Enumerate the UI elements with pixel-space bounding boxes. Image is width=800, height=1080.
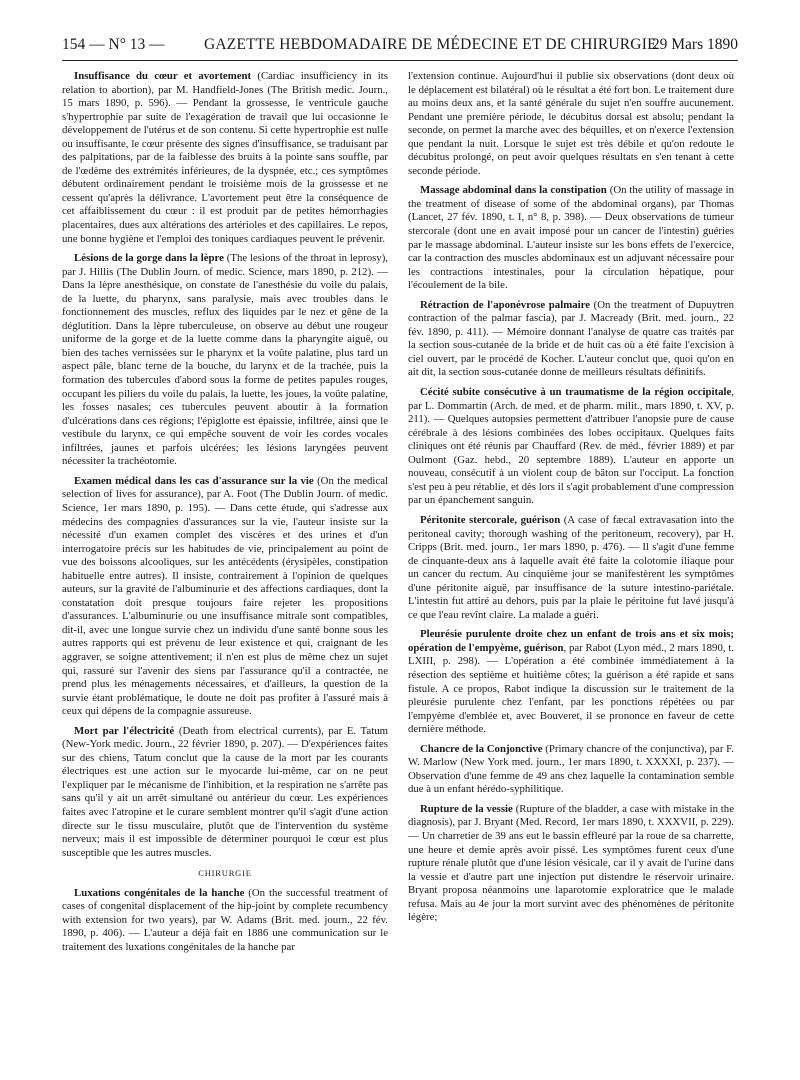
article-title: Péritonite stercorale, guérison	[420, 513, 561, 526]
left-column	[62, 70, 388, 1070]
article	[408, 743, 734, 797]
article-body: (Primary chancre of the conjunctiva), par F. W. Marlow (New York med. journ., 1er mars 1890, t. XXXXI, p. 237). — Observation d'une femme de 49 ans chez laquelle la contamination semble due à un enfant hérédo-syphilitique.	[408, 742, 734, 796]
article-body: (The lesions of the throat in leprosy), par J. Hillis (The Dublin Journ. of medic. Science, mars 1890, p. 212). — Dans la lèpre anesthésique, on constate de l'anesthésie du voile du palais, de la luette, du pharynx, sans paralysie, mais avec troubles dans le fonctionnement des muscles, reflux des liquides par le nez et gêne de la déglutition. Dans la lèpre tuberculeuse, on observe au début une rougeur uniforme de la gorge et de la luette comme dans la pharyngite aiguë, ou bien des taches vernissées sur le pharynx et la voûte palatine, plus tard un aspect pâle, blanc terne de la bouche, du larynx et de la trachée, puis la formation des tubercules d'abord sous la forme de petites papules rouges, occupant les piliers du voile du palais, la luette, les joues, la voûte palatine, les fosses nasales; ces tubercules peuvent aboutir à la formation d'ulcérations dans ces régions; l'épiglotte est épaissie, infiltrée, ainsi que le vestibule du larynx, ce qui empêche souvent de voir les cordes vocales infiltrées, jaunes et parfois ulcérées; les lésions laryngées peuvent nécessiter la trachéotomie.	[62, 252, 388, 468]
article	[408, 184, 734, 292]
article-title: Cécité subite consécutive à un traumatisme de la région occipitale	[420, 386, 732, 399]
article	[408, 803, 734, 925]
header-rule	[62, 60, 738, 61]
article-body: (On the utility of massage in the treatment of disease of some of the abdominal organs), par Thomas (Lancet, 27 fév. 1890, t. I, n° 8, p. 398). — Deux observations de tumeur stercorale (dont une en avait imposé pour un cancer de l'intestin) guéries par le massage abdominal. L'auteur insiste sur les bons effets de l'exercice, car la contraction des muscles abdominaux est un adjuvant nécessaire pour les contractions intestinales, pour la circulation hépatique, pour l'écoulement de la bile.	[408, 184, 734, 292]
article	[408, 386, 734, 508]
article	[62, 252, 388, 469]
article	[62, 70, 388, 246]
article-title: Massage abdominal dans la constipation	[420, 184, 607, 197]
article-body: (Death from electrical currents), par E. Tatum (New-York medic. Journ., 22 février 1890, p. 207). — D'expériences faites sur des chiens, Tatum conclut que la cause de la mort par les courants électriques est une action sur le myocarde lui-même, car on ne peut l'expliquer par le mécanisme de l'inhibition, et la respiration ne s'arrête pas sans qu'il y ait un arrêt simultané ou antérieur du cœur. Les expériences faites avec l'atropine et le curare semblent montrer qu'il s'agit d'une action directe sur le tissu musculaire, plutôt que de l'intervention du système nerveux; mais il est impossible de déterminer pourquoi le cœur est plus susceptible que les autres muscles.	[62, 724, 388, 859]
section-heading: CHIRURGIE	[198, 868, 252, 879]
article-title: Rupture de la vessie	[420, 802, 513, 815]
article-title: Pleurésie purulente droite chez un enfant de trois ans et six mois; opération de l'empyème, guérison	[408, 628, 734, 654]
article	[62, 887, 388, 955]
article-title: Mort par l'électricité	[74, 724, 175, 737]
article-body: (A case of fæcal extravasation into the peritoneal cavity; thorough washing of the peritoneum, recovery), par H. Cripps (Brit. med. journ., 1er mars 1890, p. 476). — Il s'agit d'une femme de cinquante-deux ans à laquelle avait été faite la colotomie iliaque pour un cancer du rectum. Au cinquième jour se manifestèrent les symptômes d'une péritonite aiguë, par insuffisance de la suture intestino-pariétale. L'intestin fut attiré au dehors, puis par la plaie le péritoine fut lavé jusqu'à ce que l'eau revînt claire. La malade a guéri.	[408, 513, 734, 621]
article-body: , par Rabot (Lyon méd., 2 mars 1890, t. LXIII, p. 298). — L'opération a été combinée immédiatement à la résection des septième et huitième côtes; la guérison a été rapide et sans fistule. A ce propos, Rabot indique la discussion sur le traitement de la pleurésie purulente chez l'enfant, par les ponctions répétées ou par l'empyème d'emblée et, avec Bouveret, il se prononce en faveur de cette dernière méthode.	[408, 641, 734, 736]
article-body: (On the treatment of Dupuytren contraction of the palmar fascia), par J. Macready (Brit. med. journ., 22 fév. 1890, p. 411). — Mémoire donnant l'analyse de quatre cas traités par la section sous-cutanée de la bride et de huit cas où a été faite l'excision à ciel ouvert, par le procédé de Kocher. L'auteur conclut que, quoi qu'on en ait dit, la section sous-cutanée donne de meilleurs résultats définitifs.	[408, 298, 734, 379]
article-title: Lésions de la gorge dans la lèpre	[74, 252, 224, 265]
article-body: (Cardiac insufficiency in its relation to abortion), par M. Handfield-Jones (The British medic. Journ., 15 mars 1890, p. 596). — Pendant la grossesse, le ventricule gauche s'hypertrophie par suite de l'exagération de travail que lui occasionne le développement de l'utérus et de son contenu. Si cette hypertrophie est nulle ou insuffisante, le cœur présente des signes d'insuffisance, se traduisant par des palpitations, par de la faiblesse des bruits à la pointe sans souffle, par de l'œdème des extrémités inférieures, de la dyspnée, etc.; ces symptômes débutent ordinairement pendant le troisième mois de la grossesse et ne cessent qu'après la délivrance. L'avortement peut être la conséquence de cet affaiblissement du cœur : il est produit par de petites hémorrhagies placentaires, dues aux altérations des artérioles et des capillaires. Le repos, une bonne hygiène et l'emploi des toniques cardiaques peuvent le prévenir.	[62, 70, 388, 245]
article-title: Chancre de la Conjonctive	[420, 742, 543, 755]
article	[62, 475, 388, 719]
article-continuation	[408, 70, 734, 178]
article	[408, 628, 734, 736]
issue-date: 29 Mars 1890	[651, 36, 738, 53]
article-body: (On the medical selection of lives for assurance), par A. Foot (The Dublin Journ. of medic. Science, 1er mars 1890, p. 195). — Dans cette étude, qui s'adresse aux médecins des compagnies d'assurances sur la vie, l'auteur insiste sur la nécessité d'un examen complet des viscères et des urines et d'un interrogatoire précis sur les habitudes de vie, principalement au point de vue des boissons alcooliques, sur les antécédents (érysipèles, constipation habituelle entre autres). Il insiste, contrairement à l'opinion de quelques auteurs, sur la gravité de l'albuminurie et des affections cardiaques, dont la constatation doit presque toujours faire rejeter les propositions d'assurances. L'albuminurie ou une insuffisance mitrale sont compatibles, dit-il, avec une longue survie chez un individu d'une santé bonne sous les autres rapports qui est prévenu de leur existence et qui, craignant de les aggraver, se soigne attentivement; il n'en est plus de même chez un sujet qui, rassuré sur l'avenir des siens par l'assurance qu'il a contractée, ne prend plus les ménagements nécessaires, et d'ailleurs, la question de la survie étant problématique, le doute ne doit pas profiter à l'assuré mais à ceux qui dépens de la compagnie assureuse.	[62, 474, 388, 718]
article-title: Insuffisance du cœur et avortement	[74, 70, 252, 82]
right-column	[408, 70, 734, 1070]
article	[62, 725, 388, 860]
article-body: , par L. Dommartin (Arch. de med. et de pharm. milit., mars 1890, t. XV, p. 211). — Quelques autopsies permettent d'attribuer l'anopsie pure de cause cérébrale à des lésions combinées des lobes occipitaux. Quelques faits cliniques ont été réunis par Chauffard (Rev. de méd., février 1889) et par Oulmont (Gaz. hebd., 20 septembre 1889). L'auteur en apporte un nouveau, consécutif à un violent coup de bâton sur l'occiput. La fonction s'est peu à peu rétablie, et dès lors il s'agit probablement d'une compression par un épanchement sanguin.	[408, 386, 734, 507]
article-title: Examen médical dans les cas d'assurance sur la vie	[74, 474, 314, 487]
article	[408, 299, 734, 380]
article-title: Rétraction de l'aponévrose palmaire	[420, 298, 590, 311]
journal-title: GAZETTE HEBDOMADAIRE DE MÉDECINE ET DE CHIRURGIE	[204, 36, 657, 53]
page-number: 154 — N° 13 —	[62, 36, 165, 53]
article-body: (Rupture of the bladder, a case with mistake in the diagnosis), par J. Bryant (Med. Record, 1er mars 1890, t. XXXVII, p. 229). — Un charretier de 39 ans eut le bassin effleuré par la roue de sa charrette, une heure et demie après avoir pissé. Les symptômes furent ceux d'une rupture rénale plutôt que d'une lésion vésicale, car il y avait de l'urine dans la vessie et d'autre part une injection put distendre le réservoir urinaire. Bryant proposa néanmoins une laparotomie exploratrice que le malade refusa. Mais au 4e jour la mort survint avec des phénomènes de péritonite légère;	[408, 802, 734, 924]
article-body: l'extension continue. Aujourd'hui il publie six observations (dont deux où le déplacement est bilatéral) où le résultat a été fort bon. Le traitement dure au moins deux ans, et la santé générale du sujet n'en souffre aucunement. Pendant une première période, le décubitus dorsal est absolu; pendant la seconde, on permet la marche avec des béquilles, et on n'exerce l'extension que pendant la nuit. Lorsque le sujet est très débile et qu'on redoute le décubitus prolongé, on peut avoir quelques résultats en s'en tenant à cette seconde période.	[408, 70, 734, 177]
article	[408, 514, 734, 622]
page-header	[62, 36, 738, 58]
article-body: (On the successful treatment of cases of congenital displacement of the hip-joint by complete recumbency with extension for two years), par W. Adams (Brit. med. journ., 22 fév. 1890, p. 406). — L'auteur a déjà fait en 1886 une communication sur le traitement des luxations congénitales de la hanche par	[62, 886, 388, 953]
article-title: Luxations congénitales de la hanche	[74, 886, 245, 899]
